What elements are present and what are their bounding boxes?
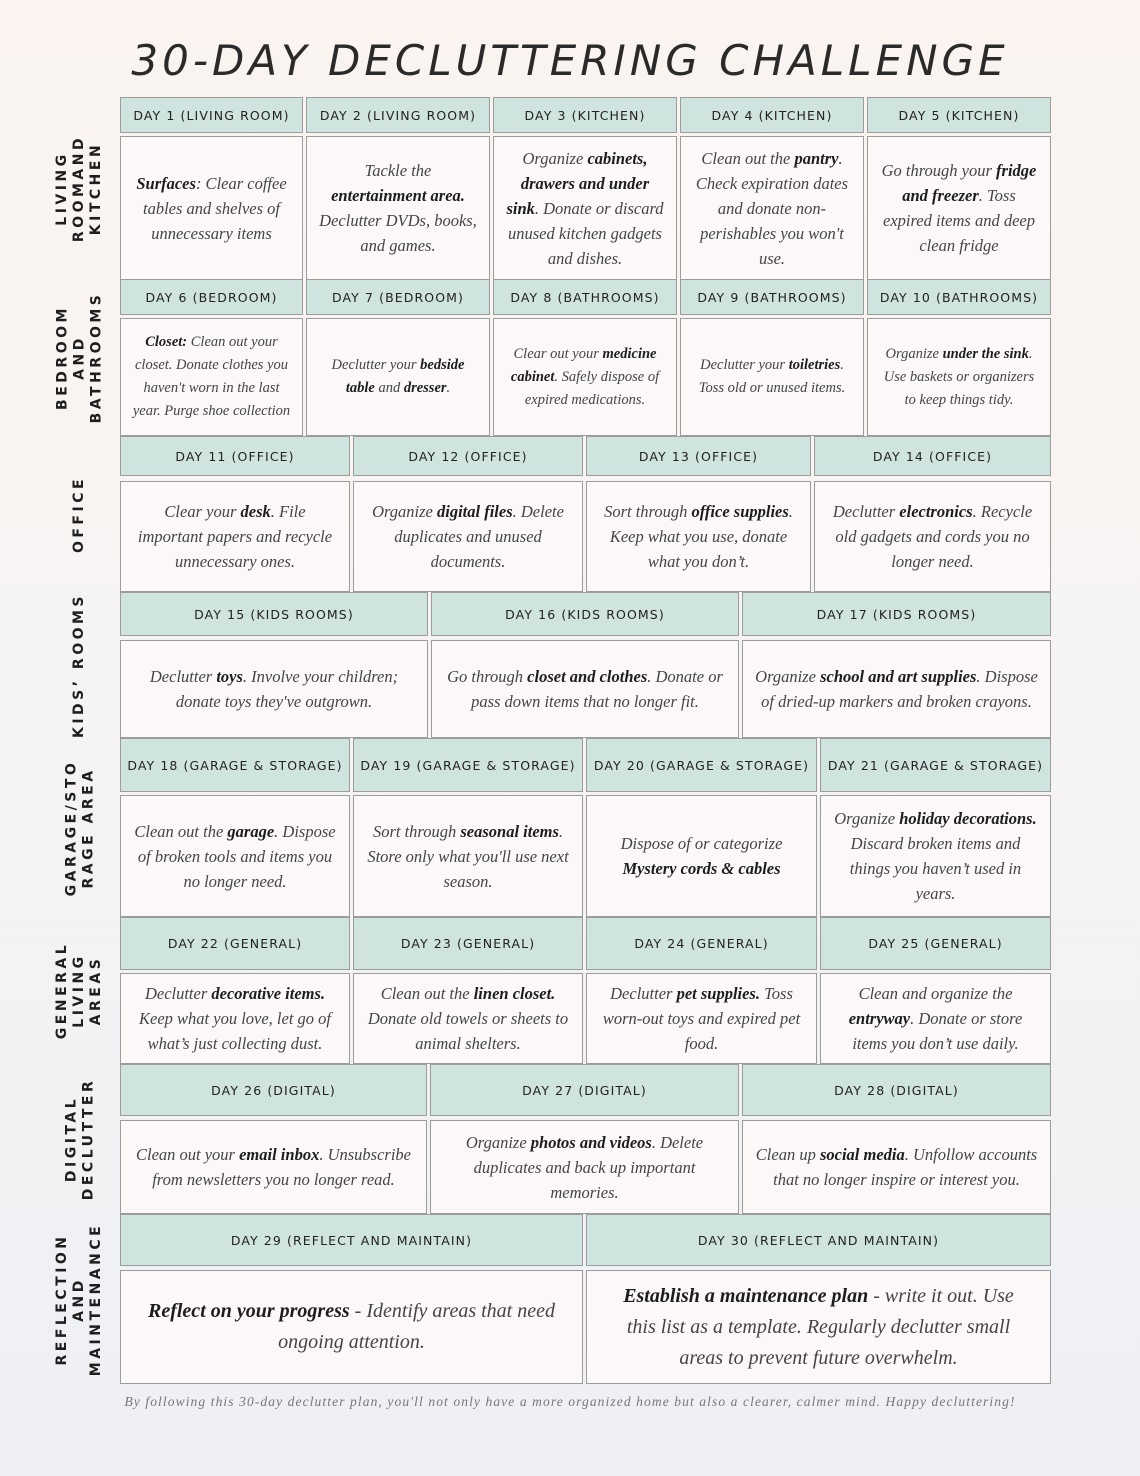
day-22-header: DAY 22 (GENERAL) xyxy=(120,917,350,970)
day-14-header: DAY 14 (OFFICE) xyxy=(814,436,1051,476)
day-27-task-text: Organize photos and videos. Delete duplicates and back up important memories. xyxy=(465,1132,704,1202)
day-2-task-text: Tackle the entertainment area. Declutter DVDs, books, and games. xyxy=(319,161,477,255)
day-28-task xyxy=(742,1120,1051,1214)
day-6-task-text: Closet: Clean out your closet. Donate clothes you haven't worn in the last year. Purge shoe collection xyxy=(132,334,291,419)
day-13-task xyxy=(586,481,811,592)
day-29-task xyxy=(120,1270,583,1384)
day-2-header: DAY 2 (LIVING ROOM) xyxy=(306,97,490,133)
day-10-task xyxy=(867,318,1051,436)
day-25-header: DAY 25 (GENERAL) xyxy=(820,917,1051,970)
day-5-header: DAY 5 (KITCHEN) xyxy=(867,97,1051,133)
day-6-header: DAY 6 (BEDROOM) xyxy=(120,279,303,315)
section-label-text: OFFICE xyxy=(71,475,88,553)
day-3-task-text: Organize cabinets, drawers and under sink. Donate or discard unused kitchen gadgets and dishes. xyxy=(506,148,664,268)
day-12-task-text: Organize digital files. Delete duplicates and unused documents. xyxy=(372,502,564,571)
day-5-task-text: Go through your fridge and freezer. Toss expired items and deep clean fridge xyxy=(881,161,1037,255)
day-28-header: DAY 28 (DIGITAL) xyxy=(742,1064,1051,1116)
section-label-text: LIVING ROOMAND KITCHEN xyxy=(54,134,105,243)
day-30-header: DAY 30 (REFLECT AND MAINTAIN) xyxy=(586,1214,1051,1266)
section-label-text: BEDROOM AND BATHROOMS xyxy=(54,291,105,424)
section-label xyxy=(40,97,120,280)
day-3-task xyxy=(493,136,677,280)
section-label-text: GARAGE/STO RAGE AREA xyxy=(63,759,96,897)
day-16-header: DAY 16 (KIDS ROOMS) xyxy=(431,592,739,636)
day-15-header: DAY 15 (KIDS ROOMS) xyxy=(120,592,428,636)
day-17-task xyxy=(742,640,1051,738)
page-title: 30-DAY DECLUTTERING CHALLENGE xyxy=(131,36,1009,85)
day-12-task xyxy=(353,481,583,592)
day-8-header: DAY 8 (BATHROOMS) xyxy=(493,279,677,315)
day-16-task xyxy=(431,640,739,738)
day-17-task-text: Organize school and art supplies. Dispose of dried-up markers and broken crayons. xyxy=(755,667,1038,711)
day-13-header: DAY 13 (OFFICE) xyxy=(586,436,811,476)
day-19-task-text: Sort through seasonal items. Store only what you'll use next season. xyxy=(367,821,569,891)
day-22-task-text: Declutter decorative items. Keep what you love, let go of what’s just collecting dust. xyxy=(139,984,331,1053)
day-20-task xyxy=(586,795,817,917)
day-26-task-text: Clean out your email inbox. Unsubscribe from newsletters you no longer read. xyxy=(135,1145,411,1189)
day-7-task-text: Declutter your bedside table and dresser. xyxy=(331,357,465,396)
day-18-task xyxy=(120,795,350,917)
day-20-task-text: Dispose of or categorize Mystery cords & cables xyxy=(620,834,783,878)
day-30-task xyxy=(586,1270,1051,1384)
day-8-task xyxy=(493,318,677,436)
day-10-task-text: Organize under the sink. Use baskets or organizers to keep things tidy. xyxy=(883,345,1035,408)
day-15-task-text: Declutter toys. Involve your children; donate toys they've outgrown. xyxy=(149,667,399,711)
day-5-task xyxy=(867,136,1051,280)
day-29-header: DAY 29 (REFLECT AND MAINTAIN) xyxy=(120,1214,583,1266)
day-9-task xyxy=(680,318,864,436)
day-11-header: DAY 11 (OFFICE) xyxy=(120,436,350,476)
day-16-task-text: Go through closet and clothes. Donate or pass down items that no longer fit. xyxy=(447,667,723,711)
section-label xyxy=(40,917,120,1064)
section-label xyxy=(40,738,120,918)
day-19-header: DAY 19 (GARAGE & STORAGE) xyxy=(353,738,583,792)
day-17-header: DAY 17 (KIDS ROOMS) xyxy=(742,592,1051,636)
day-23-task-text: Clean out the linen closet. Donate old towels or sheets to animal shelters. xyxy=(367,984,569,1053)
day-26-header: DAY 26 (DIGITAL) xyxy=(120,1064,427,1116)
day-14-task xyxy=(814,481,1051,592)
section-label xyxy=(40,1214,120,1384)
day-25-task-text: Clean and organize the entryway. Donate or store items you don’t use daily. xyxy=(848,984,1023,1053)
day-21-task xyxy=(820,795,1051,917)
day-22-task xyxy=(120,973,350,1064)
day-6-task xyxy=(120,318,303,436)
day-27-header: DAY 27 (DIGITAL) xyxy=(430,1064,739,1116)
day-1-header: DAY 1 (LIVING ROOM) xyxy=(120,97,303,133)
day-12-header: DAY 12 (OFFICE) xyxy=(353,436,583,476)
section-label xyxy=(40,279,120,436)
day-3-header: DAY 3 (KITCHEN) xyxy=(493,97,677,133)
day-7-header: DAY 7 (BEDROOM) xyxy=(306,279,490,315)
day-9-header: DAY 9 (BATHROOMS) xyxy=(680,279,864,315)
day-29-task-text: Reflect on your progress - Identify areas that need ongoing attention. xyxy=(148,1300,555,1353)
day-11-task-text: Clear your desk. File important papers and recycle unnecessary ones. xyxy=(137,502,333,571)
day-18-task-text: Clean out the garage. Dispose of broken tools and items you no longer need. xyxy=(134,821,336,891)
day-7-task xyxy=(306,318,490,436)
day-23-task xyxy=(353,973,583,1064)
day-23-header: DAY 23 (GENERAL) xyxy=(353,917,583,970)
day-11-task xyxy=(120,481,350,592)
day-13-task-text: Sort through office supplies. Keep what you use, donate what you don’t. xyxy=(604,502,793,571)
day-4-header: DAY 4 (KITCHEN) xyxy=(680,97,864,133)
day-4-task xyxy=(680,136,864,280)
section-label xyxy=(40,436,120,592)
day-1-task-text: Surfaces: Clear coffee tables and shelves of unnecessary items xyxy=(136,173,287,243)
section-label-text: GENERAL LIVING AREAS xyxy=(54,941,105,1040)
day-19-task xyxy=(353,795,583,917)
day-14-task-text: Declutter electronics. Recycle old gadgets and cords you no longer need. xyxy=(832,502,1033,571)
day-27-task xyxy=(430,1120,739,1214)
section-label-text: KIDS’ ROOMS xyxy=(71,592,88,738)
day-8-task-text: Clear out your medicine cabinet. Safely dispose of expired medications. xyxy=(510,345,660,408)
day-9-task-text: Declutter your toiletries. Toss old or unused items. xyxy=(698,357,846,396)
section-label xyxy=(40,592,120,738)
day-26-task xyxy=(120,1120,427,1214)
day-24-task xyxy=(586,973,817,1064)
day-25-task xyxy=(820,973,1051,1064)
section-label-text: DIGITAL DECLUTTER xyxy=(63,1077,97,1201)
day-10-header: DAY 10 (BATHROOMS) xyxy=(867,279,1051,315)
day-21-task-text: Organize holiday decorations. Discard broken items and things you haven’t used in years. xyxy=(834,809,1037,903)
day-2-task xyxy=(306,136,490,280)
section-label xyxy=(40,1064,120,1214)
day-21-header: DAY 21 (GARAGE & STORAGE) xyxy=(820,738,1051,792)
day-20-header: DAY 20 (GARAGE & STORAGE) xyxy=(586,738,817,792)
day-28-task-text: Clean up social media. Unfollow accounts that no longer inspire or interest you. xyxy=(755,1145,1038,1189)
day-4-task-text: Clean out the pantry. Check expiration dates and donate non-perishables you won't use. xyxy=(695,148,849,268)
day-30-task-text: Establish a maintenance plan - write it out. Use this list as a template. Regularly declutter small areas to prevent future overwhelm. xyxy=(623,1284,1014,1369)
footer-note: By following this 30-day declutter plan, you'll not only have a more organized home but also a clearer, calmer mind. Happy decluttering! xyxy=(124,1394,1016,1409)
day-24-header: DAY 24 (GENERAL) xyxy=(586,917,817,970)
day-18-header: DAY 18 (GARAGE & STORAGE) xyxy=(120,738,350,792)
day-15-task xyxy=(120,640,428,738)
section-label-text: REFLECTION AND MAINTENANCE xyxy=(54,1222,105,1376)
day-24-task-text: Declutter pet supplies. Toss worn-out toys and expired pet food. xyxy=(602,984,801,1053)
day-1-task xyxy=(120,136,303,280)
